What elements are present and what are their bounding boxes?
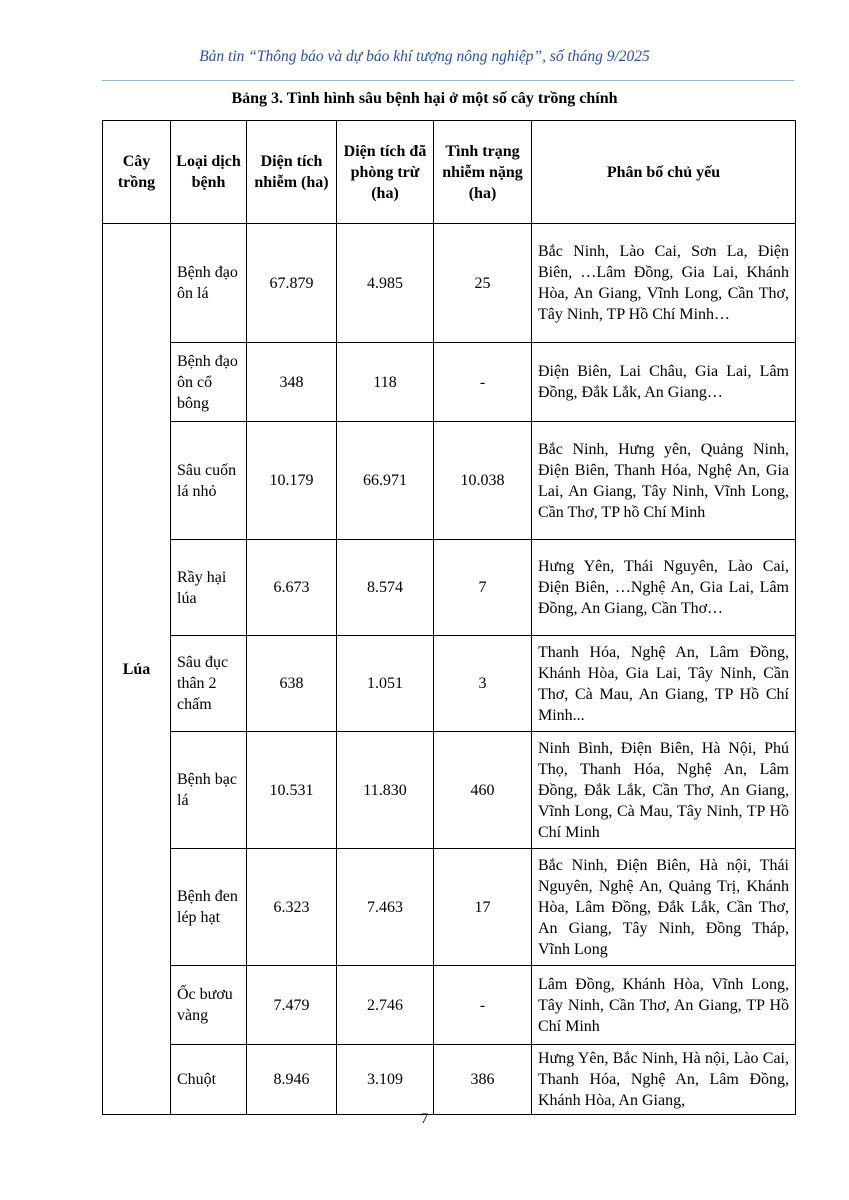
pest-name: Bệnh đen lép hạt: [171, 849, 247, 966]
table-caption: Bảng 3. Tình hình sâu bệnh hại ở một số cây trồng chính: [231, 90, 618, 107]
infected-area: 7.479: [247, 966, 337, 1045]
table-row: [103, 422, 796, 540]
table-row: [103, 636, 796, 732]
treated-area: 2.746: [337, 966, 434, 1045]
distribution: Hưng Yên, Thái Nguyên, Lào Cai, Điện Biên, …Nghệ An, Gia Lai, Lâm Đồng, An Giang, Cần Thơ…: [532, 540, 796, 636]
severe-area: 10.038: [434, 422, 532, 540]
treated-area: 66.971: [337, 422, 434, 540]
infected-area: 6.673: [247, 540, 337, 636]
infected-area: 10.179: [247, 422, 337, 540]
severe-area: 25: [434, 224, 532, 343]
infected-area: 67.879: [247, 224, 337, 343]
table-row: [103, 1045, 796, 1115]
severe-area: 7: [434, 540, 532, 636]
column-header-crop: Cây trồng: [103, 121, 171, 224]
infected-area: 638: [247, 636, 337, 732]
distribution: Thanh Hóa, Nghệ An, Lâm Đồng, Khánh Hòa, Gia Lai, Tây Ninh, Cần Thơ, Cà Mau, An Giang, TP Hồ Chí Minh...: [532, 636, 796, 732]
infected-area: 8.946: [247, 1045, 337, 1115]
distribution: Bắc Ninh, Hưng yên, Quảng Ninh, Điện Biên, Thanh Hóa, Nghệ An, Gia Lai, An Giang, Tây Ninh, Vĩnh Long, Cần Thơ, TP hồ Chí Minh: [532, 422, 796, 540]
treated-area: 11.830: [337, 732, 434, 849]
column-header-pest-type: Loại dịch bệnh: [171, 121, 247, 224]
column-header-distribution: Phân bố chủ yếu: [532, 121, 796, 224]
bulletin-title: Bản tin “Thông báo và dự báo khí tượng nông nghiệp”, số tháng 9/2025: [199, 48, 650, 65]
pest-disease-table: [102, 120, 796, 1115]
pest-name: Chuột: [171, 1045, 247, 1115]
table-row: [103, 849, 796, 966]
severe-area: -: [434, 966, 532, 1045]
crop-cell: Lúa: [103, 224, 171, 1115]
header-divider: [102, 80, 794, 81]
table-row: [103, 343, 796, 422]
column-header-infected-area: Diện tích nhiễm (ha): [247, 121, 337, 224]
severe-area: 460: [434, 732, 532, 849]
distribution: Bắc Ninh, Điện Biên, Hà nội, Thái Nguyên, Nghệ An, Quảng Trị, Khánh Hòa, Lâm Đồng, Đắk Lắk, Cần Thơ, An Giang, Tây Ninh, Đồng Tháp, Vĩnh Long: [532, 849, 796, 966]
treated-area: 4.985: [337, 224, 434, 343]
infected-area: 348: [247, 343, 337, 422]
table-row: [103, 966, 796, 1045]
infected-area: 10.531: [247, 732, 337, 849]
column-header-severe-area: Tình trạng nhiễm nặng (ha): [434, 121, 532, 224]
pest-name: Sâu đục thân 2 chấm: [171, 636, 247, 732]
treated-area: 8.574: [337, 540, 434, 636]
infected-area: 6.323: [247, 849, 337, 966]
distribution: Hưng Yên, Bắc Ninh, Hà nội, Lào Cai, Thanh Hóa, Nghệ An, Lâm Đồng, Khánh Hòa, An Giang,: [532, 1045, 796, 1115]
table-row: [103, 732, 796, 849]
treated-area: 1.051: [337, 636, 434, 732]
treated-area: 118: [337, 343, 434, 422]
distribution: Lâm Đồng, Khánh Hòa, Vĩnh Long, Tây Ninh, Cần Thơ, An Giang, TP Hồ Chí Minh: [532, 966, 796, 1045]
distribution: Điện Biên, Lai Châu, Gia Lai, Lâm Đồng, Đắk Lắk, An Giang…: [532, 343, 796, 422]
treated-area: 7.463: [337, 849, 434, 966]
pest-name: Bệnh đạo ôn cổ bông: [171, 343, 247, 422]
pest-name: Bệnh đạo ôn lá: [171, 224, 247, 343]
treated-area: 3.109: [337, 1045, 434, 1115]
severe-area: -: [434, 343, 532, 422]
distribution: Ninh Bình, Điện Biên, Hà Nội, Phú Thọ, Thanh Hóa, Nghệ An, Lâm Đồng, Đắk Lắk, Cần Thơ, An Giang, Vĩnh Long, Cà Mau, Tây Ninh, TP Hồ Chí Minh: [532, 732, 796, 849]
pest-name: Sâu cuốn lá nhỏ: [171, 422, 247, 540]
pest-name: Rầy hại lúa: [171, 540, 247, 636]
distribution: Bắc Ninh, Lào Cai, Sơn La, Điện Biên, …Lâm Đồng, Gia Lai, Khánh Hòa, An Giang, Vĩnh Long, Cần Thơ, Tây Ninh, TP Hồ Chí Minh…: [532, 224, 796, 343]
severe-area: 386: [434, 1045, 532, 1115]
severe-area: 3: [434, 636, 532, 732]
table-header-row: [103, 121, 796, 224]
page-number: 7: [420, 1111, 429, 1127]
table-row: [103, 224, 796, 343]
column-header-treated-area: Diện tích đã phòng trừ (ha): [337, 121, 434, 224]
table-row: [103, 540, 796, 636]
pest-name: Bệnh bạc lá: [171, 732, 247, 849]
pest-name: Ốc bươu vàng: [171, 966, 247, 1045]
severe-area: 17: [434, 849, 532, 966]
